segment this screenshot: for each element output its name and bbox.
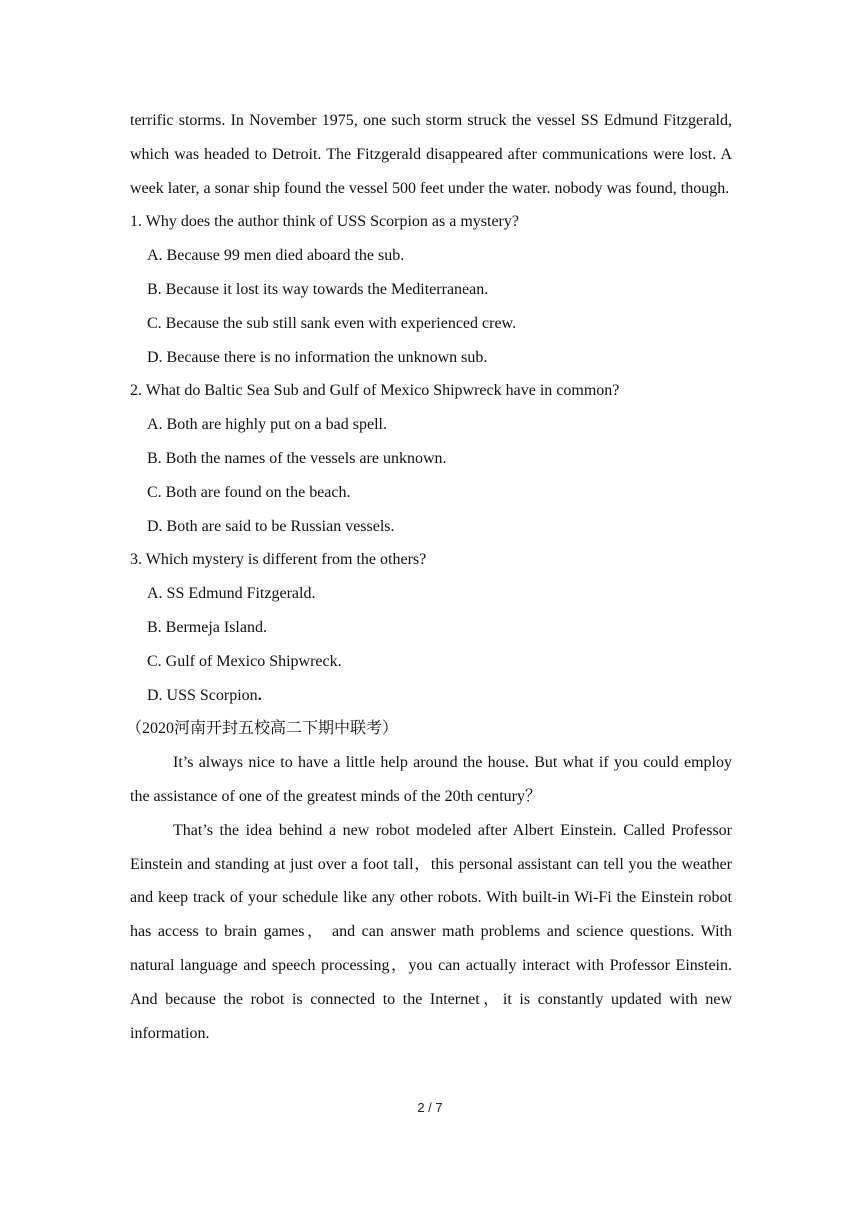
option-a: A. Both are highly put on a bad spell. (147, 416, 387, 434)
option-b: B. Both the names of the vessels are unknown. (147, 449, 447, 467)
options-list (130, 408, 732, 543)
option-d: D. Because there is no information the unknown sub. (147, 348, 488, 366)
passage-paragraph-2: That’s the idea behind a new robot modeled after Albert Einstein. Called Professor Einstein and standing at just over a foot tall，this personal assistant can tell you the weather and keep track of your schedule like any other robots. With built-in Wi-Fi the Einstein robot has access to brain games， and can answer math problems and science questions. With natural language and speech processing，you can actually interact with Professor Einstein. And because the robot is connected to the Internet，it is constantly updated with new information. (130, 821, 732, 1042)
source-note: （2020河南开封五校高二下期中联考） (126, 720, 399, 738)
question-3 (130, 543, 732, 712)
page-number: 2 / 7 (417, 1100, 443, 1115)
document-body (126, 104, 732, 1050)
question-1 (130, 205, 732, 374)
option-c: C. Because the sub still sank even with experienced crew. (147, 314, 517, 332)
passage-paragraph-1: It’s always nice to have a little help around the house. But what if you could employ the assistance of one of the greatest minds of the 20th century？ (130, 754, 732, 805)
option-d: D. Both are said to be Russian vessels. (147, 517, 395, 535)
option-c: C. Gulf of Mexico Shipwreck. (147, 652, 342, 670)
question-2 (130, 374, 732, 543)
passage-paragraph-continued: terrific storms. In November 1975, one such storm struck the vessel SS Edmund Fitzgerald, which was headed to Detroit. The Fitzgerald disappeared after communications were lost. A week later, a sonar ship found the vessel 500 feet under the water. nobody was found, though. (130, 112, 732, 197)
option-a: A. SS Edmund Fitzgerald. (147, 585, 316, 603)
option-d-wrapper (130, 679, 732, 713)
options-list (130, 239, 732, 374)
option-b: B. Because it lost its way towards the Mediterranean. (147, 280, 489, 298)
option-a: A. Because 99 men died aboard the sub. (147, 247, 405, 265)
options-list (130, 577, 732, 712)
option-c: C. Both are found on the beach. (147, 483, 351, 501)
question-stem: 1. Why does the author think of USS Scorpion as a mystery? (130, 213, 519, 231)
question-stem: 3. Which mystery is different from the others? (130, 551, 427, 569)
question-stem: 2. What do Baltic Sea Sub and Gulf of Mexico Shipwreck have in common? (130, 382, 620, 400)
option-b: B. Bermeja Island. (147, 618, 267, 636)
option-d-period: . (257, 686, 262, 704)
option-d: D. USS Scorpion (147, 686, 258, 704)
